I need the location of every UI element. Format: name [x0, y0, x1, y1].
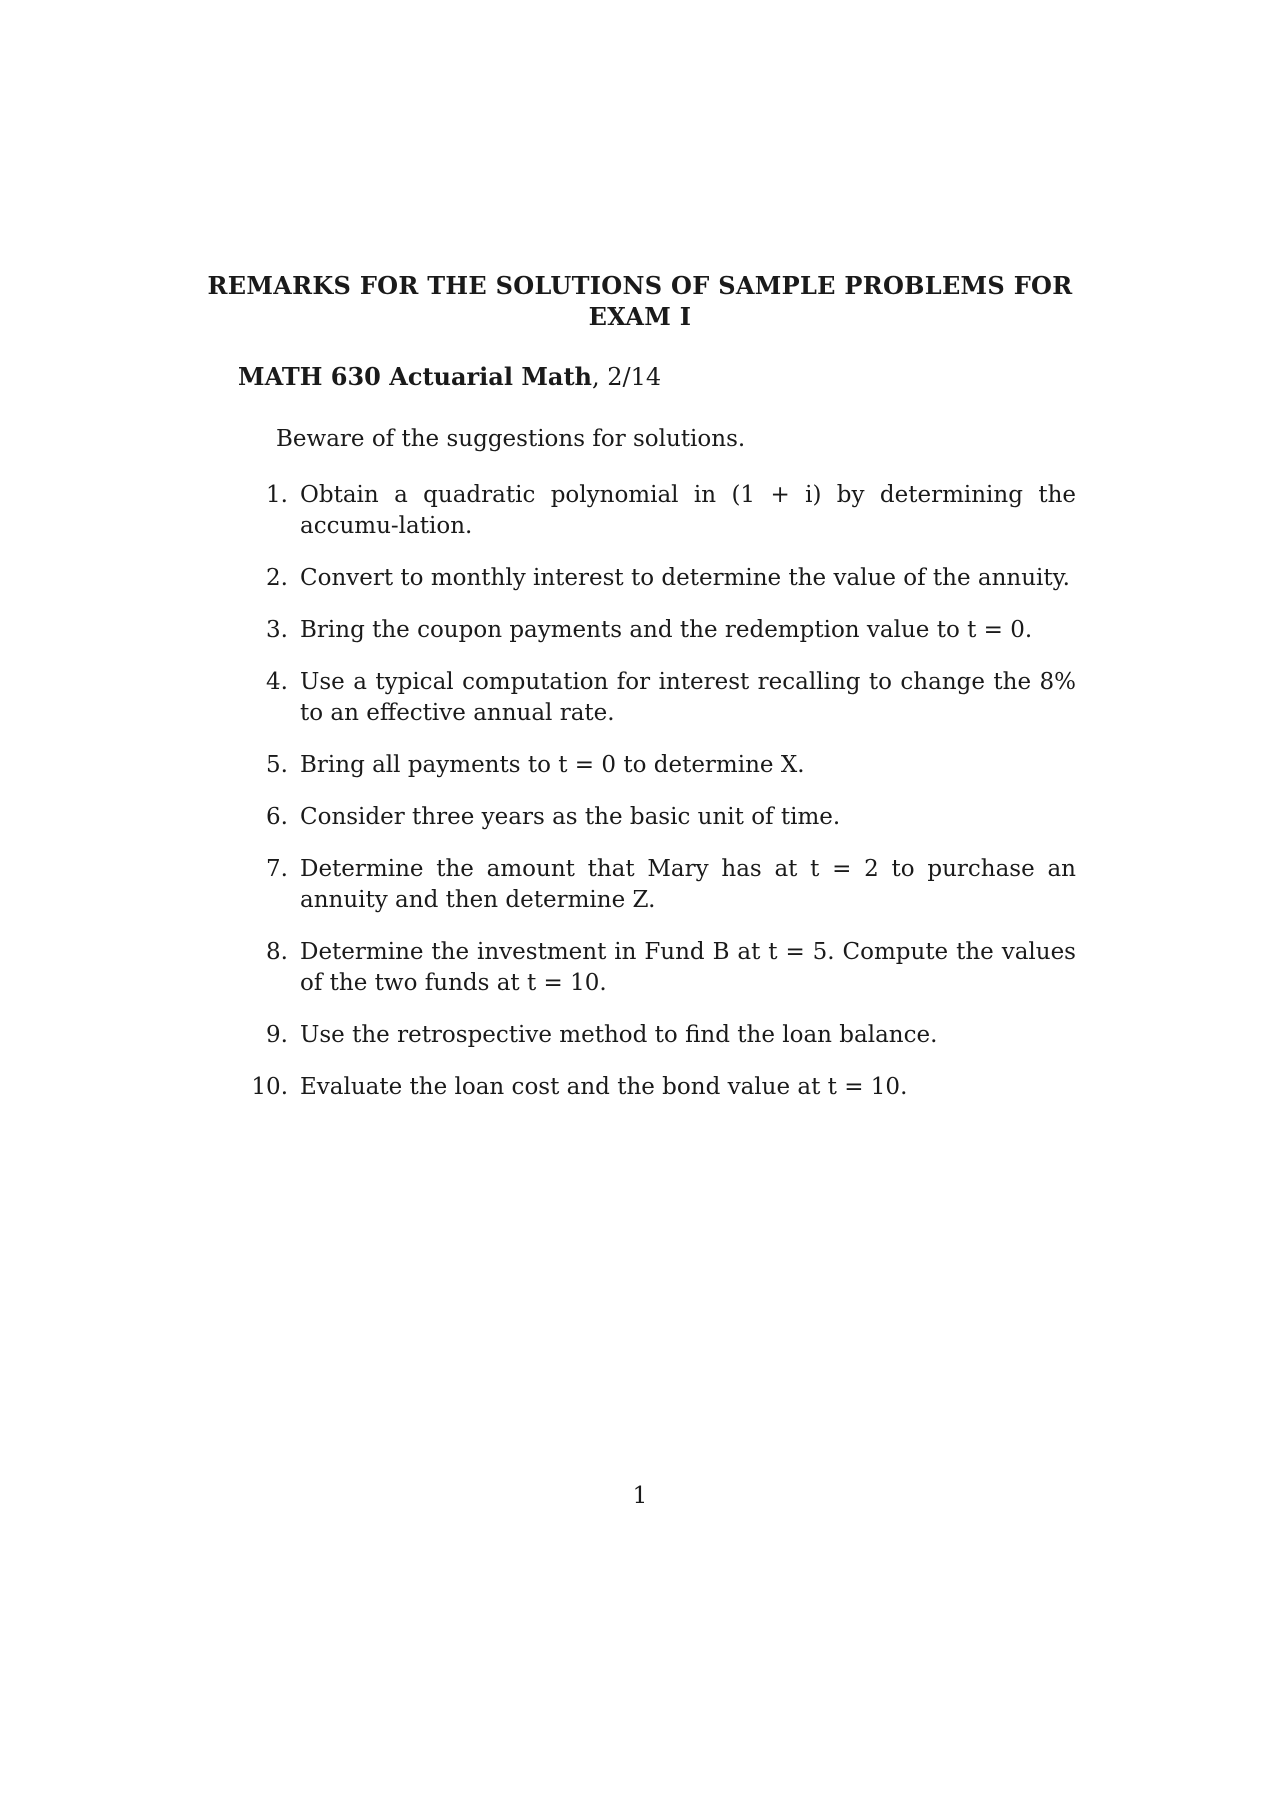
item-number: 1. — [266, 482, 288, 508]
list-item — [266, 854, 1076, 916]
page-title: REMARKS FOR THE SOLUTIONS OF SAMPLE PROBLEMS FOR EXAM I — [207, 271, 1073, 331]
item-text: Use the retrospective method to find the loan balance. — [300, 1022, 938, 1048]
item-text: Convert to monthly interest to determine the value of the annuity. — [300, 565, 1070, 591]
item-text: Bring all payments to t = 0 to determine X. — [300, 752, 805, 778]
list-item — [266, 802, 1076, 833]
course-name: MATH 630 Actuarial Math — [238, 362, 592, 391]
item-text: Consider three years as the basic unit of time. — [300, 804, 841, 830]
item-number: 9. — [266, 1022, 288, 1048]
remarks-list — [251, 480, 1076, 1124]
item-number: 10. — [251, 1074, 288, 1100]
item-text: Obtain a quadratic polynomial in (1 + i) by determining the accumu-lation. — [300, 482, 1076, 539]
list-item — [266, 750, 1076, 781]
list-item — [251, 1072, 1076, 1103]
page-number: 1 — [632, 1483, 648, 1509]
item-text: Bring the coupon payments and the redemption value to t = 0. — [300, 617, 1033, 643]
course-date: , 2/14 — [591, 363, 662, 391]
intro-text: Beware of the suggestions for solutions. — [276, 426, 746, 452]
item-text: Determine the investment in Fund B at t = 5. Compute the values of the two funds at t = 10. — [300, 939, 1076, 996]
item-text: Determine the amount that Mary has at t = 2 to purchase an annuity and then determine Z. — [300, 856, 1076, 913]
item-number: 7. — [266, 856, 288, 882]
list-item — [266, 937, 1076, 999]
list-item — [266, 563, 1076, 594]
list-item — [266, 480, 1076, 542]
item-number: 8. — [266, 939, 288, 965]
list-item — [266, 667, 1076, 729]
item-number: 3. — [266, 617, 288, 643]
item-number: 5. — [266, 752, 288, 778]
item-number: 4. — [266, 669, 288, 695]
item-text: Use a typical computation for interest recalling to change the 8% to an effective annual rate. — [300, 669, 1076, 726]
course-line — [238, 362, 661, 391]
item-text: Evaluate the loan cost and the bond value at t = 10. — [300, 1074, 908, 1100]
item-number: 6. — [266, 804, 288, 830]
item-number: 2. — [266, 565, 288, 591]
list-item — [266, 615, 1076, 646]
list-item — [266, 1020, 1076, 1051]
